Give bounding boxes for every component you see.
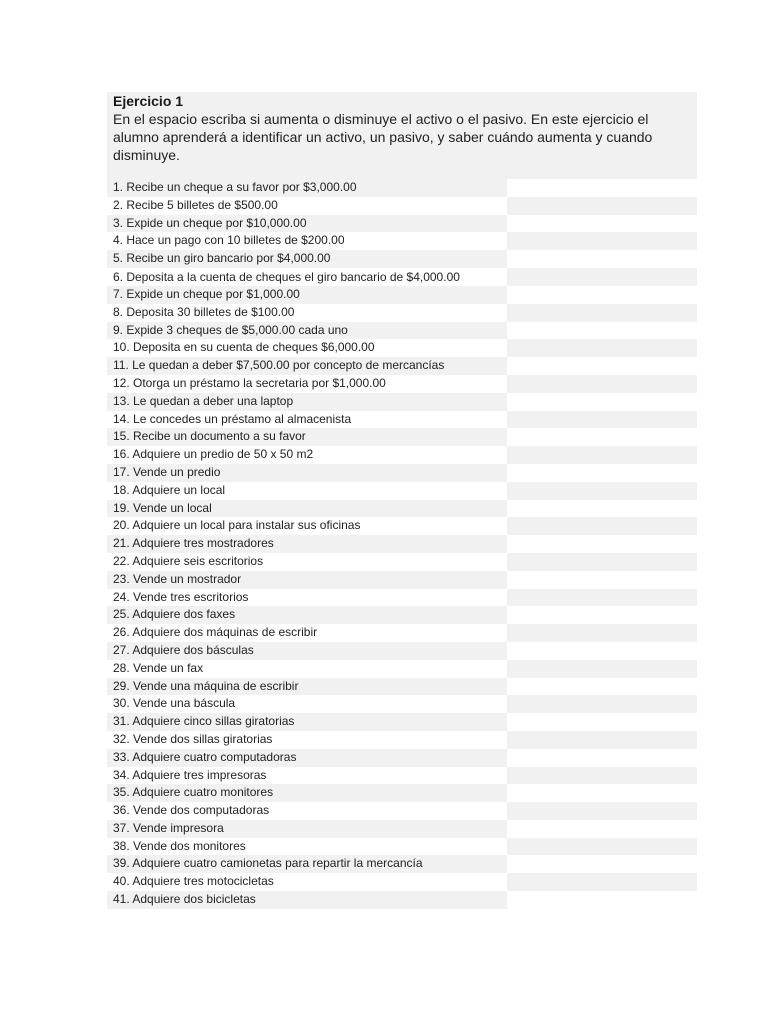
exercise-item-row (107, 784, 697, 802)
exercise-item-row (107, 606, 697, 624)
exercise-item-text: 31. Adquiere cinco sillas giratorias (107, 713, 507, 731)
exercise-item-text: 8. Deposita 30 billetes de $100.00 (107, 304, 507, 322)
exercise-item-text: 33. Adquiere cuatro computadoras (107, 749, 507, 767)
answer-space[interactable] (507, 322, 697, 340)
exercise-item-row (107, 517, 697, 535)
exercise-item-row (107, 820, 697, 838)
exercise-item-row (107, 411, 697, 429)
exercise-item-row (107, 375, 697, 393)
answer-space[interactable] (507, 482, 697, 500)
answer-space[interactable] (507, 624, 697, 642)
exercise-item-row (107, 197, 697, 215)
exercise-item-row (107, 855, 697, 873)
exercise-item-text: 20. Adquiere un local para instalar sus oficinas (107, 517, 507, 535)
exercise-item-row (107, 695, 697, 713)
exercise-item-text: 22. Adquiere seis escritorios (107, 553, 507, 571)
exercise-item-text: 21. Adquiere tres mostradores (107, 535, 507, 553)
answer-space[interactable] (507, 642, 697, 660)
exercise-item-text: 2. Recibe 5 billetes de $500.00 (107, 197, 507, 215)
answer-space[interactable] (507, 197, 697, 215)
exercise-item-text: 30. Vende una báscula (107, 695, 507, 713)
exercise-item-text: 6. Deposita a la cuenta de cheques el giro bancario de $4,000.00 (107, 268, 507, 286)
answer-space[interactable] (507, 589, 697, 607)
exercise-title: Ejercicio 1 (113, 93, 184, 109)
answer-space[interactable] (507, 767, 697, 785)
answer-space[interactable] (507, 464, 697, 482)
exercise-item-text: 19. Vende un local (107, 500, 507, 518)
answer-space[interactable] (507, 695, 697, 713)
exercise-item-text: 3. Expide un cheque por $10,000.00 (107, 215, 507, 233)
exercise-item-row (107, 642, 697, 660)
answer-space[interactable] (507, 357, 697, 375)
answer-space[interactable] (507, 873, 697, 891)
exercise-item-text: 11. Le quedan a deber $7,500.00 por concepto de mercancías (107, 357, 507, 375)
exercise-instructions: En el espacio escriba si aumenta o disminuye el activo o el pasivo. En este ejercicio el alumno aprenderá a identificar un activo, un pasivo, y saber cuándo aumenta y cuando disminuye. (113, 111, 653, 163)
exercise-item-text: 14. Le concedes un préstamo al almacenista (107, 411, 507, 429)
answer-space[interactable] (507, 606, 697, 624)
exercise-item-row (107, 624, 697, 642)
exercise-item-row (107, 891, 697, 909)
exercise-item-row (107, 322, 697, 340)
answer-space[interactable] (507, 179, 697, 197)
answer-space[interactable] (507, 268, 697, 286)
answer-space[interactable] (507, 553, 697, 571)
exercise-item-row (107, 838, 697, 856)
exercise-item-text: 9. Expide 3 cheques de $5,000.00 cada uno (107, 322, 507, 340)
exercise-header (107, 92, 697, 179)
exercise-items-list (107, 179, 697, 909)
answer-space[interactable] (507, 678, 697, 696)
answer-space[interactable] (507, 713, 697, 731)
exercise-item-text: 41. Adquiere dos bicicletas (107, 891, 507, 909)
exercise-item-row (107, 571, 697, 589)
exercise-item-text: 10. Deposita en su cuenta de cheques $6,000.00 (107, 339, 507, 357)
exercise-item-text: 29. Vende una máquina de escribir (107, 678, 507, 696)
exercise-item-text: 5. Recibe un giro bancario por $4,000.00 (107, 250, 507, 268)
exercise-item-text: 1. Recibe un cheque a su favor por $3,000.00 (107, 179, 507, 197)
answer-space[interactable] (507, 500, 697, 518)
exercise-item-row (107, 304, 697, 322)
exercise-item-text: 28. Vende un fax (107, 660, 507, 678)
exercise-item-text: 34. Adquiere tres impresoras (107, 767, 507, 785)
exercise-item-row (107, 482, 697, 500)
exercise-item-row (107, 749, 697, 767)
exercise-item-text: 27. Adquiere dos básculas (107, 642, 507, 660)
answer-space[interactable] (507, 660, 697, 678)
answer-space[interactable] (507, 571, 697, 589)
exercise-item-text: 32. Vende dos sillas giratorias (107, 731, 507, 749)
answer-space[interactable] (507, 339, 697, 357)
answer-space[interactable] (507, 838, 697, 856)
answer-space[interactable] (507, 784, 697, 802)
exercise-item-text: 26. Adquiere dos máquinas de escribir (107, 624, 507, 642)
answer-space[interactable] (507, 446, 697, 464)
answer-space[interactable] (507, 802, 697, 820)
exercise-item-text: 12. Otorga un préstamo la secretaria por $1,000.00 (107, 375, 507, 393)
exercise-item-row (107, 873, 697, 891)
exercise-item-row (107, 731, 697, 749)
exercise-item-text: 24. Vende tres escritorios (107, 589, 507, 607)
answer-space[interactable] (507, 820, 697, 838)
answer-space[interactable] (507, 232, 697, 250)
exercise-item-text: 15. Recibe un documento a su favor (107, 428, 507, 446)
exercise-item-row (107, 232, 697, 250)
answer-space[interactable] (507, 749, 697, 767)
exercise-item-text: 16. Adquiere un predio de 50 x 50 m2 (107, 446, 507, 464)
exercise-item-row (107, 802, 697, 820)
exercise-item-text: 13. Le quedan a deber una laptop (107, 393, 507, 411)
exercise-item-text: 36. Vende dos computadoras (107, 802, 507, 820)
exercise-item-row (107, 767, 697, 785)
exercise-item-text: 23. Vende un mostrador (107, 571, 507, 589)
exercise-item-text: 4. Hace un pago con 10 billetes de $200.00 (107, 232, 507, 250)
exercise-item-text: 40. Adquiere tres motocicletas (107, 873, 507, 891)
exercise-item-row (107, 446, 697, 464)
exercise-item-row (107, 589, 697, 607)
exercise-item-row (107, 713, 697, 731)
exercise-item-row (107, 339, 697, 357)
exercise-item-text: 37. Vende impresora (107, 820, 507, 838)
exercise-item-row (107, 428, 697, 446)
exercise-item-row (107, 286, 697, 304)
exercise-item-row (107, 357, 697, 375)
exercise-item-row (107, 268, 697, 286)
exercise-item-text: 18. Adquiere un local (107, 482, 507, 500)
answer-space[interactable] (507, 535, 697, 553)
exercise-item-text: 39. Adquiere cuatro camionetas para repartir la mercancía (107, 855, 507, 873)
exercise-item-row (107, 553, 697, 571)
answer-space[interactable] (507, 393, 697, 411)
exercise-item-text: 35. Adquiere cuatro monitores (107, 784, 507, 802)
answer-space[interactable] (507, 250, 697, 268)
exercise-item-row (107, 215, 697, 233)
exercise-item-text: 25. Adquiere dos faxes (107, 606, 507, 624)
exercise-item-row (107, 535, 697, 553)
exercise-item-row (107, 678, 697, 696)
answer-space[interactable] (507, 517, 697, 535)
exercise-item-row (107, 464, 697, 482)
exercise-item-row (107, 500, 697, 518)
exercise-item-text: 7. Expide un cheque por $1,000.00 (107, 286, 507, 304)
answer-space[interactable] (507, 855, 697, 873)
answer-space[interactable] (507, 375, 697, 393)
answer-space[interactable] (507, 428, 697, 446)
exercise-item-row (107, 250, 697, 268)
answer-space[interactable] (507, 731, 697, 749)
exercise-sheet (107, 92, 697, 909)
exercise-item-text: 38. Vende dos monitores (107, 838, 507, 856)
answer-space[interactable] (507, 286, 697, 304)
answer-space[interactable] (507, 304, 697, 322)
exercise-item-text: 17. Vende un predio (107, 464, 507, 482)
answer-space[interactable] (507, 891, 697, 909)
exercise-item-row (107, 660, 697, 678)
answer-space[interactable] (507, 411, 697, 429)
exercise-item-row (107, 393, 697, 411)
exercise-item-row (107, 179, 697, 197)
answer-space[interactable] (507, 215, 697, 233)
